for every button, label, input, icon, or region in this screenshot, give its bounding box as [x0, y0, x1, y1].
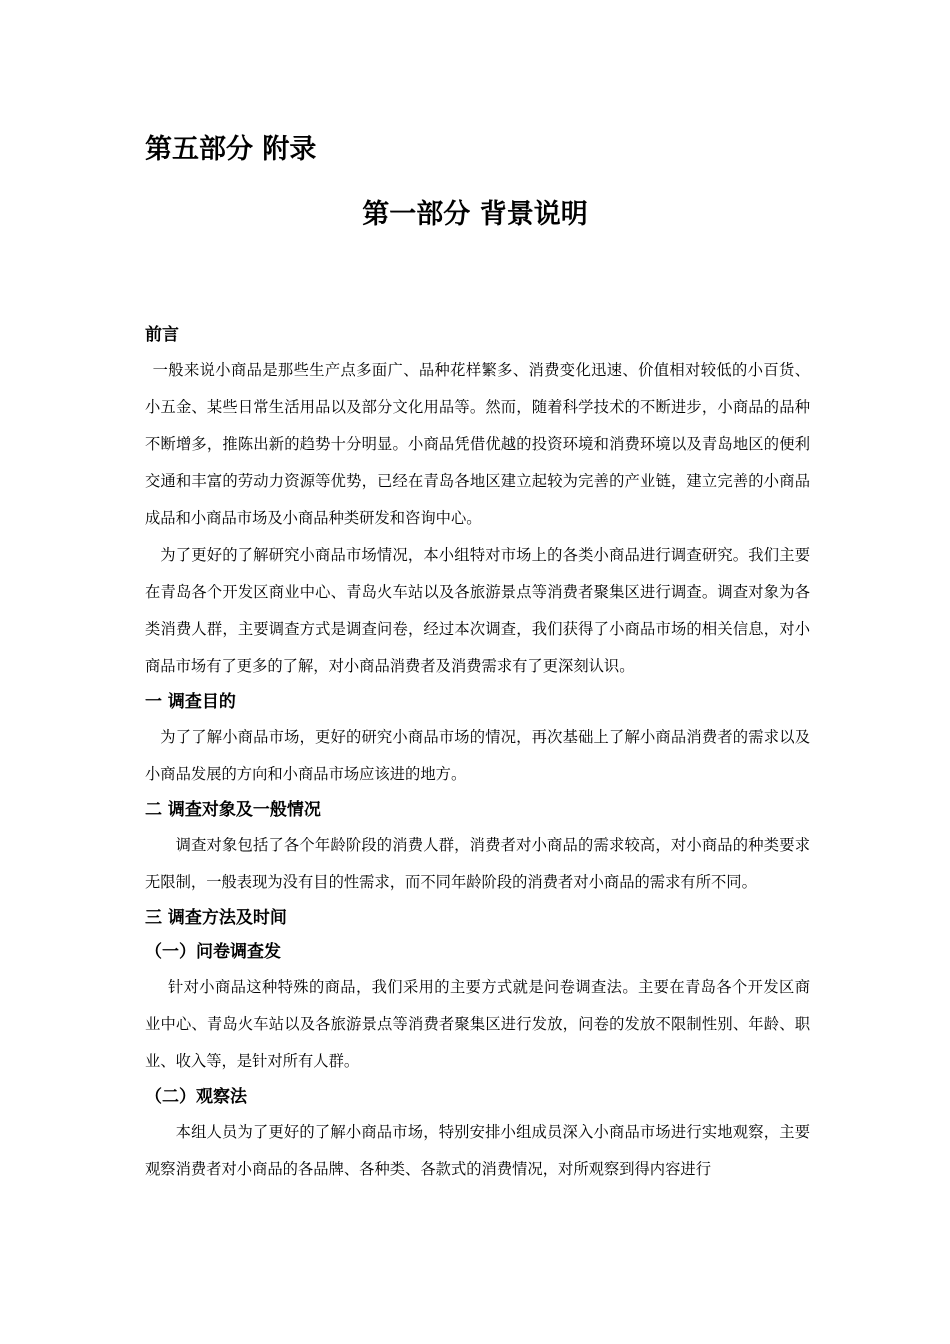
- section1-paragraph: 为了了解小商品市场，更好的研究小商品市场的情况，再次基础上了解小商品消费者的需求以及小商品发展的方向和小商品市场应该进的地方。: [145, 728, 810, 783]
- preface-paragraph-1: 一般来说小商品是那些生产点多面广、品种花样繁多、消费变化迅速、价值相对较低的小百货、小五金、某些日常生活用品以及部分文化用品等。然而，随着科学技术的不断进步，小商品的品种不断增多，推陈出新的趋势十分明显。小商品凭借优越的投资环境和消费环境以及青岛地区的便利交通和丰富的劳动力资源等优势，已经在青岛各地区建立起较为完善的产业链，建立完善的小商品成品和小商品市场及小商品种类研发和咨询中心。: [145, 361, 810, 527]
- preface-paragraph-2: 为了更好的了解研究小商品市场情况，本小组特对市场上的各类小商品进行调查研究。我们主要在青岛各个开发区商业中心、青岛火车站以及各旅游景点等消费者聚集区进行调查。调查对象为各类消费人群，主要调查方式是调查问卷，经过本次调查，我们获得了小商品市场的相关信息，对小商品市场有了更多的了解，对小商品消费者及消费需求有了更深刻认识。: [145, 546, 810, 675]
- section3-sub1-paragraph: 针对小商品这种特殊的商品，我们采用的主要方式就是问卷调查法。主要在青岛各个开发区商业中心、青岛火车站以及各旅游景点等消费者聚集区进行发放，问卷的发放不限制性别、年龄、职业、收入等，是针对所有人群。: [145, 978, 810, 1070]
- section1-heading: 一 调查目的: [145, 692, 236, 712]
- section3-sub2-heading: （二）观察法: [145, 1087, 247, 1107]
- section3-sub2-paragraph: 本组人员为了更好的了解小商品市场，特别安排小组成员深入小商品市场进行实地观察，主要观察消费者对小商品的各品牌、各种类、各款式的消费情况，对所观察到得内容进行: [145, 1123, 810, 1178]
- part-title: 第五部分 附录: [145, 134, 317, 165]
- section3-sub1-heading: （一）问卷调查发: [145, 942, 281, 962]
- section2-paragraph: 调查对象包括了各个年龄阶段的消费人群，消费者对小商品的需求较高，对小商品的种类要求无限制，一般表现为没有目的性需求，而不同年龄阶段的消费者对小商品的需求有所不同。: [145, 836, 810, 891]
- chapter-title: 第一部分 背景说明: [362, 199, 588, 230]
- preface-heading: 前言: [145, 325, 179, 345]
- document-body: [145, 318, 810, 1188]
- section3-heading: 三 调查方法及时间: [145, 908, 287, 928]
- section2-heading: 二 调查对象及一般情况: [145, 800, 321, 820]
